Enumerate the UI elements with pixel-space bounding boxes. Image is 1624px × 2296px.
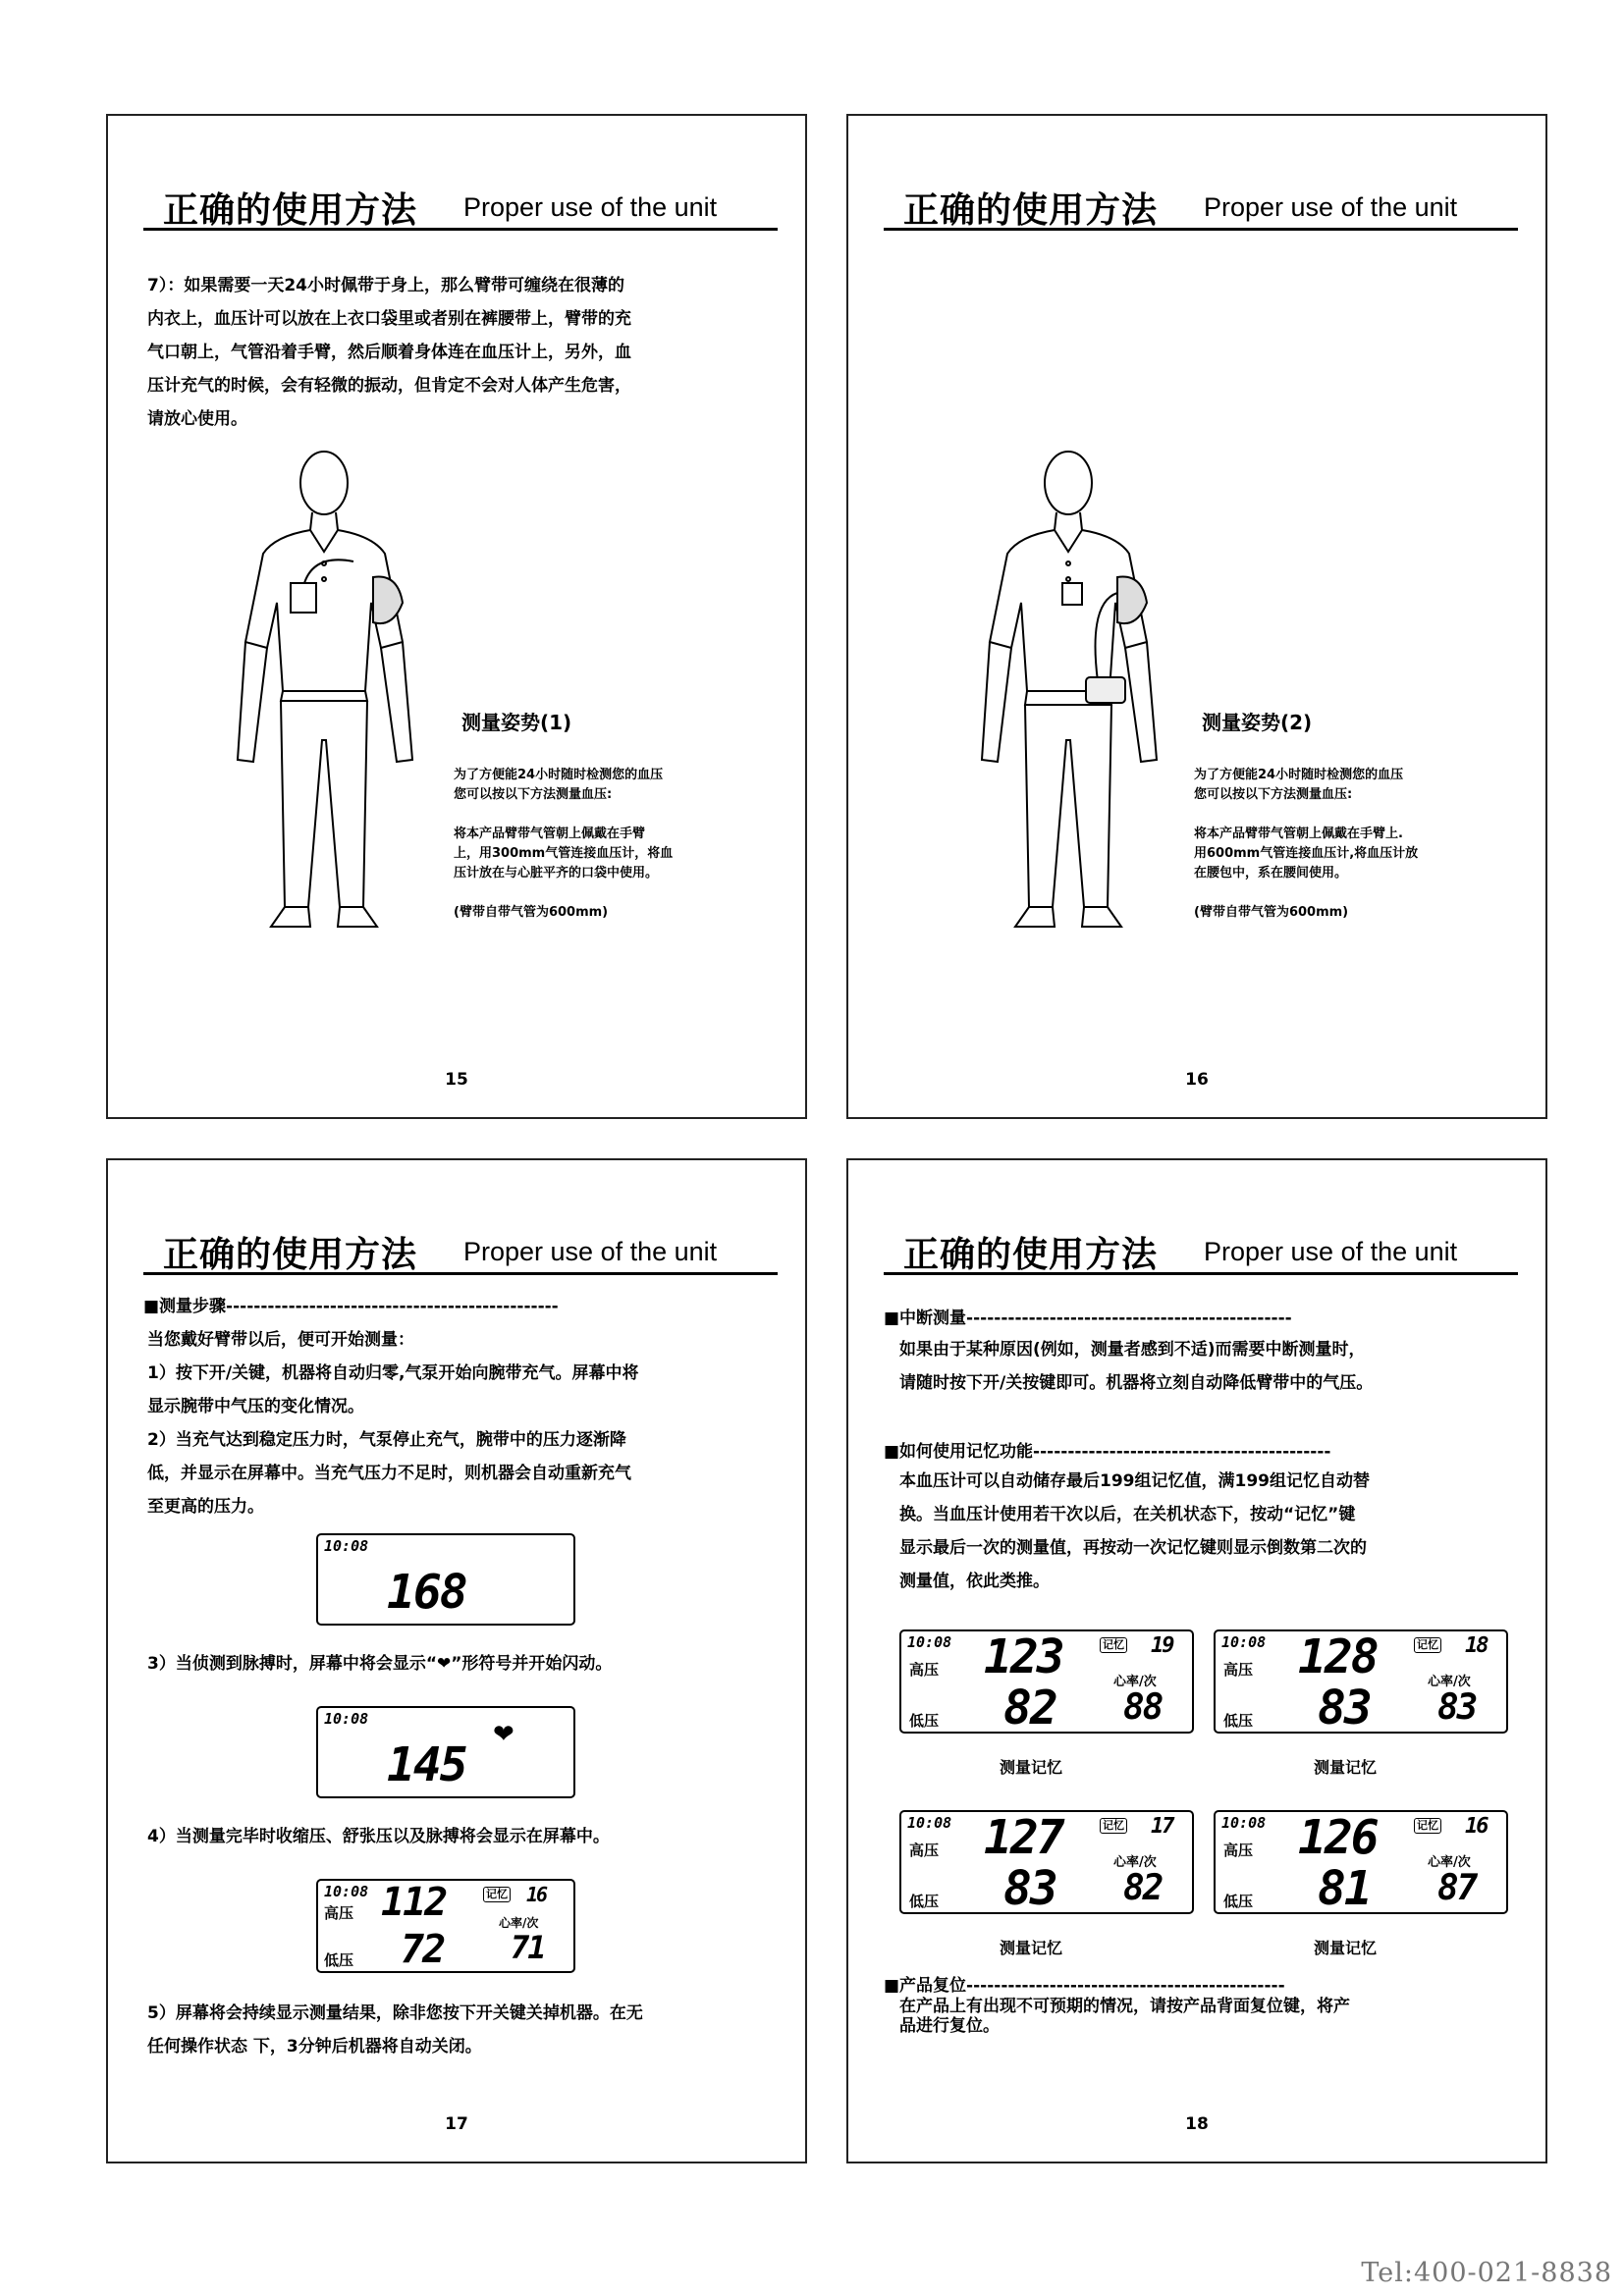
- steps-text-a: [147, 1323, 639, 1523]
- header-title-cn: 正确的使用方法: [163, 190, 418, 231]
- systolic-label: 高压: [909, 1842, 940, 1859]
- lcd-time: 10:08: [324, 1537, 369, 1555]
- note-line: 用600mm气管连接血压计,将血压计放: [1194, 846, 1419, 861]
- note-line: 为了方便能24小时随时检测您的血压: [454, 768, 664, 782]
- memory-badge: 记忆: [1100, 1818, 1127, 1834]
- systolic-value: 123: [984, 1629, 1063, 1684]
- text-line: 如果由于某种原因(例如，测量者感到不适)而需要中断测量时，: [899, 1340, 1366, 1360]
- lcd-result: [316, 1879, 575, 1973]
- text-line: 低，并显示在屏幕中。当充气压力不足时，则机器会自动重新充气: [147, 1464, 631, 1483]
- diastolic-label: 低压: [1223, 1712, 1254, 1730]
- header-title-en: Proper use of the unit: [463, 192, 718, 222]
- memory-index: 16: [526, 1883, 547, 1906]
- note-line: 为了方便能24小时随时检测您的血压: [1194, 768, 1404, 782]
- posture-caption: 测量姿势(2): [1202, 711, 1313, 734]
- text-line: 在产品上有出现不可预期的情况，请按产品背面复位键，将产: [899, 1997, 1350, 2016]
- lcd-time: 10:08: [907, 1814, 952, 1832]
- memory-lcd-2: [1214, 1629, 1508, 1734]
- reset-text: [899, 1997, 1350, 2036]
- pulse-value: 71: [511, 1929, 545, 1966]
- memory-index: 16: [1465, 1814, 1488, 1839]
- section-heading-reset: ■产品复位----------------------------------------------: [884, 1976, 1285, 1996]
- pulse-value: 82: [1123, 1868, 1163, 1908]
- page-header: [884, 179, 1518, 231]
- lcd-time: 10:08: [324, 1710, 369, 1728]
- note-line: (臂带自带气管为600mm): [454, 905, 609, 920]
- note-line: 压计放在与心脏平齐的口袋中使用。: [454, 866, 659, 881]
- manual-page-17: [106, 1158, 807, 2163]
- note-line: 您可以按以下方法测量血压:: [1194, 787, 1353, 802]
- systolic-value: 112: [381, 1880, 447, 1925]
- page-number: 16: [1185, 1070, 1209, 1090]
- section-heading-memory: ■如何使用记忆功能-------------------------------------------: [884, 1442, 1331, 1462]
- text-line: 本血压计可以自动储存最后199组记忆值，满199组记忆自动替: [899, 1471, 1370, 1491]
- memory-caption: 测量记忆: [1000, 1758, 1063, 1777]
- text-line: 1）按下开/关键，机器将自动归零,气泵开始向腕带充气。屏幕中将: [147, 1363, 639, 1383]
- person-figure-waist: [970, 446, 1166, 986]
- diastolic-label: 低压: [324, 1951, 354, 1969]
- section-heading: ■测量步骤------------------------------------------------: [143, 1297, 559, 1316]
- heart-rate-label: 心率/次: [1113, 1675, 1157, 1689]
- memory-index: 19: [1151, 1633, 1173, 1658]
- pulse-value: 87: [1437, 1868, 1477, 1908]
- header-title-cn: 正确的使用方法: [903, 190, 1159, 231]
- note-line: [1194, 883, 1418, 903]
- text-line: 压计充气的时候，会有轻微的振动，但肯定不会对人体产生危害，: [147, 376, 631, 396]
- manual-page-15: [106, 114, 807, 1119]
- diastolic-label: 低压: [909, 1712, 940, 1730]
- lcd-time: 10:08: [1221, 1633, 1267, 1651]
- memory-index: 18: [1465, 1633, 1488, 1658]
- person-figure-pocket: [226, 446, 422, 986]
- lcd-pressure: 168: [387, 1565, 466, 1620]
- step5-text: [147, 1997, 643, 2063]
- note-line: 在腰包中，系在腰间使用。: [1194, 866, 1348, 881]
- page-header: [884, 1223, 1518, 1275]
- diastolic-value: 72: [401, 1927, 445, 1972]
- text-line: 2）当充气达到稳定压力时，气泵停止充气，腕带中的压力逐渐降: [147, 1430, 626, 1450]
- text-line: 显示最后一次的测量值，再按动一次记忆键则显示倒数第二次的: [899, 1538, 1367, 1558]
- systolic-label: 高压: [1223, 1842, 1254, 1859]
- text-line: 气口朝上，气管沿着手臂，然后顺着身体连在血压计上，另外，血: [147, 343, 631, 362]
- text-line: 品进行复位。: [899, 2016, 1000, 2036]
- memory-caption: 测量记忆: [1314, 1758, 1378, 1777]
- diastolic-label: 低压: [909, 1893, 940, 1910]
- note-line: 您可以按以下方法测量血压:: [454, 787, 613, 802]
- text-line: 测量值，依此类推。: [899, 1572, 1050, 1591]
- header-title-cn: 正确的使用方法: [163, 1235, 418, 1275]
- diastolic-value: 83: [1318, 1681, 1371, 1735]
- heart-rate-label: 心率/次: [1428, 1675, 1471, 1689]
- text-line: 换。当血压计使用若干次以后，在关机状态下，按动“记忆”键: [899, 1505, 1356, 1524]
- diastolic-value: 82: [1003, 1681, 1056, 1735]
- memory-caption: 测量记忆: [1000, 1939, 1063, 1957]
- diastolic-label: 低压: [1223, 1893, 1254, 1910]
- page-header: [143, 1223, 778, 1275]
- lcd-time: 10:08: [324, 1883, 369, 1900]
- posture-caption: 测量姿势(1): [461, 711, 572, 734]
- posture-notes: [1194, 766, 1418, 923]
- manual-page-16: [846, 114, 1547, 1119]
- memory-index: 17: [1151, 1814, 1173, 1839]
- footer-telephone: Tel:400-021-8838: [1361, 2258, 1612, 2288]
- note-line: 将本产品臂带气管朝上佩戴在手臂上.: [1194, 827, 1403, 841]
- header-title-en: Proper use of the unit: [463, 1237, 718, 1266]
- text-line: 5）屏幕将会持续显示测量结果，除非您按下开关键关掉机器。在无: [147, 2003, 643, 2023]
- text-line: 内衣上，血压计可以放在上衣口袋里或者别在裤腰带上，臂带的充: [147, 309, 631, 329]
- diastolic-value: 83: [1003, 1861, 1056, 1916]
- text-line: 显示腕带中气压的变化情况。: [147, 1397, 364, 1416]
- memory-badge: 记忆: [483, 1887, 511, 1902]
- section-heading-interrupt: ■中断测量-----------------------------------------------: [884, 1308, 1292, 1328]
- heart-icon: ❤: [493, 1720, 514, 1749]
- heart-rate-label: 心率/次: [499, 1916, 539, 1930]
- lcd-pressure: 145: [387, 1737, 466, 1792]
- lcd-inflating: [316, 1533, 575, 1626]
- systolic-label: 高压: [909, 1661, 940, 1679]
- pulse-value: 88: [1123, 1687, 1163, 1728]
- posture-notes: [454, 766, 673, 923]
- lcd-time: 10:08: [907, 1633, 952, 1651]
- instruction-paragraph: [147, 269, 631, 436]
- lcd-time: 10:08: [1221, 1814, 1267, 1832]
- heart-rate-label: 心率/次: [1113, 1855, 1157, 1870]
- pulse-value: 83: [1437, 1687, 1477, 1728]
- note-line: [454, 883, 673, 903]
- memory-lcd-1: [899, 1629, 1194, 1734]
- memory-caption: 测量记忆: [1314, 1939, 1378, 1957]
- text-line: 至更高的压力。: [147, 1497, 264, 1517]
- header-title-en: Proper use of the unit: [1204, 192, 1458, 222]
- systolic-value: 126: [1298, 1810, 1378, 1865]
- note-line: 将本产品臂带气管朝上佩戴在手臂: [454, 827, 646, 841]
- page-number: 17: [445, 2114, 468, 2134]
- page-header: [143, 179, 778, 231]
- header-title-en: Proper use of the unit: [1204, 1237, 1458, 1266]
- systolic-label: 高压: [324, 1904, 354, 1922]
- memory-badge: 记忆: [1414, 1818, 1441, 1834]
- note-line: [1194, 805, 1418, 825]
- systolic-value: 127: [984, 1810, 1063, 1865]
- step4-text: 4）当测量完毕时收缩压、舒张压以及脉搏将会显示在屏幕中。: [147, 1827, 610, 1846]
- note-line: (臂带自带气管为600mm): [1194, 905, 1349, 920]
- page-number: 15: [445, 1070, 468, 1090]
- memory-text: [899, 1465, 1370, 1598]
- heart-rate-label: 心率/次: [1428, 1855, 1471, 1870]
- note-line: 上，用300mm气管连接血压计，将血: [454, 846, 674, 861]
- note-line: [454, 805, 673, 825]
- lcd-pulse-detected: [316, 1706, 575, 1798]
- systolic-label: 高压: [1223, 1661, 1254, 1679]
- memory-badge: 记忆: [1100, 1637, 1127, 1653]
- text-line: 7）：如果需要一天24小时佩带于身上，那么臂带可缠绕在很薄的: [147, 276, 624, 295]
- text-line: 请放心使用。: [147, 409, 247, 429]
- text-line: 请随时按下开/关按键即可。机器将立刻自动降低臂带中的气压。: [899, 1373, 1374, 1393]
- header-title-cn: 正确的使用方法: [903, 1235, 1159, 1275]
- step3-text: 3）当侦测到脉搏时，屏幕中将会显示“❤”形符号并开始闪动。: [147, 1654, 613, 1674]
- systolic-value: 128: [1298, 1629, 1378, 1684]
- manual-page-18: [846, 1158, 1547, 2163]
- memory-lcd-4: [1214, 1810, 1508, 1914]
- memory-badge: 记忆: [1414, 1637, 1441, 1653]
- text-line: 当您戴好臂带以后，便可开始测量：: [147, 1330, 414, 1350]
- memory-lcd-3: [899, 1810, 1194, 1914]
- interrupt-text: [899, 1333, 1373, 1400]
- page-number: 18: [1185, 2114, 1209, 2134]
- diastolic-value: 81: [1318, 1861, 1371, 1916]
- text-line: 任何操作状态 下，3分钟后机器将自动关闭。: [147, 2037, 482, 2056]
